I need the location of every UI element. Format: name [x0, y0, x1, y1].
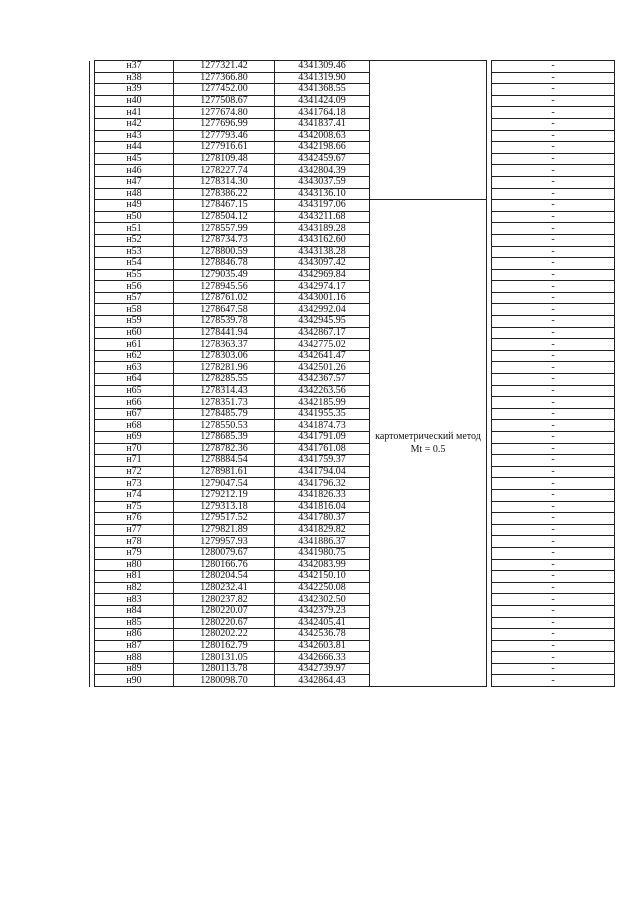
- y-coordinate-cell: 4342379.23: [275, 605, 370, 617]
- y-coordinate-cell: 4342083.99: [275, 559, 370, 571]
- x-coordinate-cell: 1279313.18: [174, 501, 275, 513]
- y-coordinate-cell: 4342150.10: [275, 571, 370, 583]
- dash-cell: -: [492, 397, 615, 409]
- point-name-cell: н84: [95, 605, 174, 617]
- x-coordinate-cell: 1278351.73: [174, 397, 275, 409]
- dash-cell: -: [492, 200, 615, 212]
- dash-cell: -: [492, 339, 615, 351]
- point-name-cell: н87: [95, 640, 174, 652]
- x-coordinate-cell: 1278314.30: [174, 176, 275, 188]
- table-row: [90, 188, 615, 200]
- y-coordinate-cell: 4342536.78: [275, 629, 370, 641]
- dash-cell: -: [492, 617, 615, 629]
- x-coordinate-cell: 1278386.22: [174, 188, 275, 200]
- method-cell: картометрический метод Mt = 0.5: [370, 200, 487, 687]
- table-row: [90, 95, 615, 107]
- table-row: [90, 420, 615, 432]
- x-coordinate-cell: 1278550.53: [174, 420, 275, 432]
- table-row: [90, 269, 615, 281]
- x-coordinate-cell: 1278734.73: [174, 234, 275, 246]
- x-coordinate-cell: 1278800.59: [174, 246, 275, 258]
- dash-cell: -: [492, 316, 615, 328]
- table-row: [90, 153, 615, 165]
- table-row: [90, 443, 615, 455]
- point-name-cell: н58: [95, 304, 174, 316]
- coordinates-table-body: [90, 61, 615, 687]
- y-coordinate-cell: 4342775.02: [275, 339, 370, 351]
- dash-cell: -: [492, 234, 615, 246]
- dash-cell: -: [492, 95, 615, 107]
- dash-cell: -: [492, 223, 615, 235]
- table-row: [90, 130, 615, 142]
- x-coordinate-cell: 1278647.58: [174, 304, 275, 316]
- point-name-cell: н65: [95, 385, 174, 397]
- point-name-cell: н77: [95, 524, 174, 536]
- table-row: [90, 397, 615, 409]
- dash-cell: -: [492, 478, 615, 490]
- x-coordinate-cell: 1280131.05: [174, 652, 275, 664]
- dash-cell: -: [492, 153, 615, 165]
- dash-cell: -: [492, 176, 615, 188]
- y-coordinate-cell: 4341886.37: [275, 536, 370, 548]
- point-name-cell: н71: [95, 455, 174, 467]
- dash-cell: -: [492, 269, 615, 281]
- dash-cell: -: [492, 327, 615, 339]
- point-name-cell: н72: [95, 466, 174, 478]
- y-coordinate-cell: 4341368.55: [275, 84, 370, 96]
- table-row: [90, 594, 615, 606]
- table-row: [90, 455, 615, 467]
- dash-cell: -: [492, 605, 615, 617]
- point-name-cell: н83: [95, 594, 174, 606]
- table-row: [90, 142, 615, 154]
- x-coordinate-cell: 1277452.00: [174, 84, 275, 96]
- point-name-cell: н78: [95, 536, 174, 548]
- dash-cell: -: [492, 130, 615, 142]
- table-row: [90, 466, 615, 478]
- dash-cell: -: [492, 663, 615, 675]
- point-name-cell: н74: [95, 489, 174, 501]
- y-coordinate-cell: 4342969.84: [275, 269, 370, 281]
- table-row: [90, 107, 615, 119]
- table-row: [90, 246, 615, 258]
- dash-cell: -: [492, 292, 615, 304]
- dash-cell: -: [492, 455, 615, 467]
- y-coordinate-cell: 4342367.57: [275, 374, 370, 386]
- y-coordinate-cell: 4343162.60: [275, 234, 370, 246]
- table-row: [90, 640, 615, 652]
- dash-cell: -: [492, 281, 615, 293]
- x-coordinate-cell: 1279517.52: [174, 513, 275, 525]
- point-name-cell: н61: [95, 339, 174, 351]
- point-name-cell: н43: [95, 130, 174, 142]
- point-name-cell: н62: [95, 350, 174, 362]
- dash-cell: -: [492, 374, 615, 386]
- table-row: [90, 72, 615, 84]
- x-coordinate-cell: 1278539.78: [174, 316, 275, 328]
- point-name-cell: н82: [95, 582, 174, 594]
- y-coordinate-cell: 4341424.09: [275, 95, 370, 107]
- x-coordinate-cell: 1278303.06: [174, 350, 275, 362]
- point-name-cell: н52: [95, 234, 174, 246]
- point-name-cell: н53: [95, 246, 174, 258]
- table-row: [90, 408, 615, 420]
- x-coordinate-cell: 1278981.61: [174, 466, 275, 478]
- y-coordinate-cell: 4343138.28: [275, 246, 370, 258]
- dash-cell: -: [492, 640, 615, 652]
- y-coordinate-cell: 4342459.67: [275, 153, 370, 165]
- y-coordinate-cell: 4342501.26: [275, 362, 370, 374]
- dash-cell: -: [492, 72, 615, 84]
- x-coordinate-cell: 1280220.67: [174, 617, 275, 629]
- y-coordinate-cell: 4342974.17: [275, 281, 370, 293]
- dash-cell: -: [492, 188, 615, 200]
- point-name-cell: н88: [95, 652, 174, 664]
- y-coordinate-cell: 4342666.33: [275, 652, 370, 664]
- coordinates-table: [89, 60, 615, 687]
- table-row: [90, 478, 615, 490]
- table-row: [90, 200, 615, 212]
- dash-cell: -: [492, 594, 615, 606]
- table-row: [90, 165, 615, 177]
- x-coordinate-cell: 1277321.42: [174, 61, 275, 73]
- dash-cell: -: [492, 420, 615, 432]
- dash-cell: -: [492, 536, 615, 548]
- x-coordinate-cell: 1278685.39: [174, 432, 275, 444]
- dash-cell: -: [492, 362, 615, 374]
- y-coordinate-cell: 4342250.08: [275, 582, 370, 594]
- x-coordinate-cell: 1280204.54: [174, 571, 275, 583]
- y-coordinate-cell: 4341794.04: [275, 466, 370, 478]
- dash-cell: -: [492, 84, 615, 96]
- point-name-cell: н75: [95, 501, 174, 513]
- point-name-cell: н41: [95, 107, 174, 119]
- x-coordinate-cell: 1277916.61: [174, 142, 275, 154]
- table-row: [90, 118, 615, 130]
- table-row: [90, 223, 615, 235]
- table-row: [90, 547, 615, 559]
- y-coordinate-cell: 4343097.42: [275, 258, 370, 270]
- y-coordinate-cell: 4341780.37: [275, 513, 370, 525]
- y-coordinate-cell: 4342992.04: [275, 304, 370, 316]
- x-coordinate-cell: 1280113.78: [174, 663, 275, 675]
- point-name-cell: н63: [95, 362, 174, 374]
- y-coordinate-cell: 4341761.08: [275, 443, 370, 455]
- point-name-cell: н86: [95, 629, 174, 641]
- table-row: [90, 234, 615, 246]
- point-name-cell: н39: [95, 84, 174, 96]
- dash-cell: -: [492, 675, 615, 687]
- y-coordinate-cell: 4341826.33: [275, 489, 370, 501]
- x-coordinate-cell: 1280162.79: [174, 640, 275, 652]
- y-coordinate-cell: 4343136.10: [275, 188, 370, 200]
- point-name-cell: н40: [95, 95, 174, 107]
- x-coordinate-cell: 1278281.96: [174, 362, 275, 374]
- x-coordinate-cell: 1280202.22: [174, 629, 275, 641]
- dash-cell: -: [492, 258, 615, 270]
- y-coordinate-cell: 4343001.16: [275, 292, 370, 304]
- y-coordinate-cell: 4341759.37: [275, 455, 370, 467]
- table-row: [90, 571, 615, 583]
- table-row: [90, 617, 615, 629]
- point-name-cell: н67: [95, 408, 174, 420]
- y-coordinate-cell: 4342945.95: [275, 316, 370, 328]
- table-row: [90, 536, 615, 548]
- y-coordinate-cell: 4341874.73: [275, 420, 370, 432]
- x-coordinate-cell: 1278846.78: [174, 258, 275, 270]
- dash-cell: -: [492, 501, 615, 513]
- x-coordinate-cell: 1278884.54: [174, 455, 275, 467]
- point-name-cell: н45: [95, 153, 174, 165]
- point-name-cell: н90: [95, 675, 174, 687]
- x-coordinate-cell: 1279212.19: [174, 489, 275, 501]
- dash-cell: -: [492, 513, 615, 525]
- table-row: [90, 374, 615, 386]
- dash-cell: -: [492, 629, 615, 641]
- dash-cell: -: [492, 547, 615, 559]
- table-row: [90, 582, 615, 594]
- point-name-cell: н68: [95, 420, 174, 432]
- y-coordinate-cell: 4342804.39: [275, 165, 370, 177]
- table-row: [90, 629, 615, 641]
- point-name-cell: н46: [95, 165, 174, 177]
- table-row: [90, 339, 615, 351]
- point-name-cell: н51: [95, 223, 174, 235]
- dash-cell: -: [492, 559, 615, 571]
- table-row: [90, 432, 615, 444]
- dash-cell: -: [492, 246, 615, 258]
- y-coordinate-cell: 4341791.09: [275, 432, 370, 444]
- table-row: [90, 258, 615, 270]
- point-name-cell: н69: [95, 432, 174, 444]
- table-row: [90, 304, 615, 316]
- x-coordinate-cell: 1278109.48: [174, 153, 275, 165]
- table-row: [90, 501, 615, 513]
- dash-cell: -: [492, 443, 615, 455]
- y-coordinate-cell: 4343211.68: [275, 211, 370, 223]
- x-coordinate-cell: 1280098.70: [174, 675, 275, 687]
- x-coordinate-cell: 1277508.67: [174, 95, 275, 107]
- point-name-cell: н50: [95, 211, 174, 223]
- y-coordinate-cell: 4343037.59: [275, 176, 370, 188]
- dash-cell: -: [492, 350, 615, 362]
- point-name-cell: н56: [95, 281, 174, 293]
- table-row: [90, 524, 615, 536]
- y-coordinate-cell: 4342867.17: [275, 327, 370, 339]
- y-coordinate-cell: 4341764.18: [275, 107, 370, 119]
- point-name-cell: н49: [95, 200, 174, 212]
- y-coordinate-cell: 4342739.97: [275, 663, 370, 675]
- table-row: [90, 61, 615, 73]
- x-coordinate-cell: 1277674.80: [174, 107, 275, 119]
- table-row: [90, 663, 615, 675]
- point-name-cell: н89: [95, 663, 174, 675]
- dash-cell: -: [492, 61, 615, 73]
- x-coordinate-cell: 1278485.79: [174, 408, 275, 420]
- dash-cell: -: [492, 107, 615, 119]
- x-coordinate-cell: 1278761.02: [174, 292, 275, 304]
- x-coordinate-cell: 1277696.99: [174, 118, 275, 130]
- x-coordinate-cell: 1278314.43: [174, 385, 275, 397]
- x-coordinate-cell: 1280220.07: [174, 605, 275, 617]
- table-row: [90, 281, 615, 293]
- y-coordinate-cell: 4342008.63: [275, 130, 370, 142]
- y-coordinate-cell: 4341837.41: [275, 118, 370, 130]
- x-coordinate-cell: 1277366.80: [174, 72, 275, 84]
- point-name-cell: н64: [95, 374, 174, 386]
- dash-cell: -: [492, 571, 615, 583]
- table-row: [90, 362, 615, 374]
- y-coordinate-cell: 4342263.56: [275, 385, 370, 397]
- point-name-cell: н37: [95, 61, 174, 73]
- x-coordinate-cell: 1279957.93: [174, 536, 275, 548]
- table-row: [90, 211, 615, 223]
- point-name-cell: н80: [95, 559, 174, 571]
- x-coordinate-cell: 1278945.56: [174, 281, 275, 293]
- y-coordinate-cell: 4342864.43: [275, 675, 370, 687]
- x-coordinate-cell: 1278441.94: [174, 327, 275, 339]
- point-name-cell: н81: [95, 571, 174, 583]
- dash-cell: -: [492, 165, 615, 177]
- table-row: [90, 176, 615, 188]
- y-coordinate-cell: 4342185.99: [275, 397, 370, 409]
- dash-cell: -: [492, 489, 615, 501]
- y-coordinate-cell: 4341980.75: [275, 547, 370, 559]
- dash-cell: -: [492, 432, 615, 444]
- x-coordinate-cell: 1278557.99: [174, 223, 275, 235]
- point-name-cell: н59: [95, 316, 174, 328]
- point-name-cell: н38: [95, 72, 174, 84]
- point-name-cell: н79: [95, 547, 174, 559]
- y-coordinate-cell: 4341319.90: [275, 72, 370, 84]
- table-row: [90, 316, 615, 328]
- x-coordinate-cell: 1278467.15: [174, 200, 275, 212]
- y-coordinate-cell: 4343189.28: [275, 223, 370, 235]
- y-coordinate-cell: 4341816.04: [275, 501, 370, 513]
- table-row: [90, 513, 615, 525]
- dash-cell: -: [492, 304, 615, 316]
- point-name-cell: н54: [95, 258, 174, 270]
- table-row: [90, 652, 615, 664]
- x-coordinate-cell: 1278227.74: [174, 165, 275, 177]
- point-name-cell: н60: [95, 327, 174, 339]
- x-coordinate-cell: 1280166.76: [174, 559, 275, 571]
- y-coordinate-cell: 4341796.32: [275, 478, 370, 490]
- y-coordinate-cell: 4342302.50: [275, 594, 370, 606]
- x-coordinate-cell: 1278285.55: [174, 374, 275, 386]
- x-coordinate-cell: 1277793.46: [174, 130, 275, 142]
- method-cell-empty: [370, 61, 487, 200]
- point-name-cell: н70: [95, 443, 174, 455]
- point-name-cell: н48: [95, 188, 174, 200]
- y-coordinate-cell: 4341829.82: [275, 524, 370, 536]
- dash-cell: -: [492, 142, 615, 154]
- point-name-cell: н66: [95, 397, 174, 409]
- dash-cell: -: [492, 582, 615, 594]
- x-coordinate-cell: 1279047.54: [174, 478, 275, 490]
- dash-cell: -: [492, 466, 615, 478]
- table-row: [90, 350, 615, 362]
- table-row: [90, 327, 615, 339]
- y-coordinate-cell: 4342603.81: [275, 640, 370, 652]
- y-coordinate-cell: 4341309.46: [275, 61, 370, 73]
- y-coordinate-cell: 4341955.35: [275, 408, 370, 420]
- table-row: [90, 489, 615, 501]
- dash-cell: -: [492, 408, 615, 420]
- point-name-cell: н73: [95, 478, 174, 490]
- table-row: [90, 605, 615, 617]
- table-row: [90, 292, 615, 304]
- x-coordinate-cell: 1279821.89: [174, 524, 275, 536]
- dash-cell: -: [492, 118, 615, 130]
- point-name-cell: н85: [95, 617, 174, 629]
- table-row: [90, 675, 615, 687]
- table-row: [90, 385, 615, 397]
- point-name-cell: н76: [95, 513, 174, 525]
- x-coordinate-cell: 1280079.67: [174, 547, 275, 559]
- y-coordinate-cell: 4342641.47: [275, 350, 370, 362]
- dash-cell: -: [492, 524, 615, 536]
- dash-cell: -: [492, 211, 615, 223]
- point-name-cell: н44: [95, 142, 174, 154]
- y-coordinate-cell: 4343197.06: [275, 200, 370, 212]
- y-coordinate-cell: 4342198.66: [275, 142, 370, 154]
- x-coordinate-cell: 1278782.36: [174, 443, 275, 455]
- x-coordinate-cell: 1278363.37: [174, 339, 275, 351]
- point-name-cell: н47: [95, 176, 174, 188]
- x-coordinate-cell: 1278504.12: [174, 211, 275, 223]
- point-name-cell: н42: [95, 118, 174, 130]
- y-coordinate-cell: 4342405.41: [275, 617, 370, 629]
- x-coordinate-cell: 1280237.82: [174, 594, 275, 606]
- dash-cell: -: [492, 652, 615, 664]
- table-row: [90, 559, 615, 571]
- x-coordinate-cell: 1279035.49: [174, 269, 275, 281]
- table-row: [90, 84, 615, 96]
- x-coordinate-cell: 1280232.41: [174, 582, 275, 594]
- dash-cell: -: [492, 385, 615, 397]
- point-name-cell: н57: [95, 292, 174, 304]
- point-name-cell: н55: [95, 269, 174, 281]
